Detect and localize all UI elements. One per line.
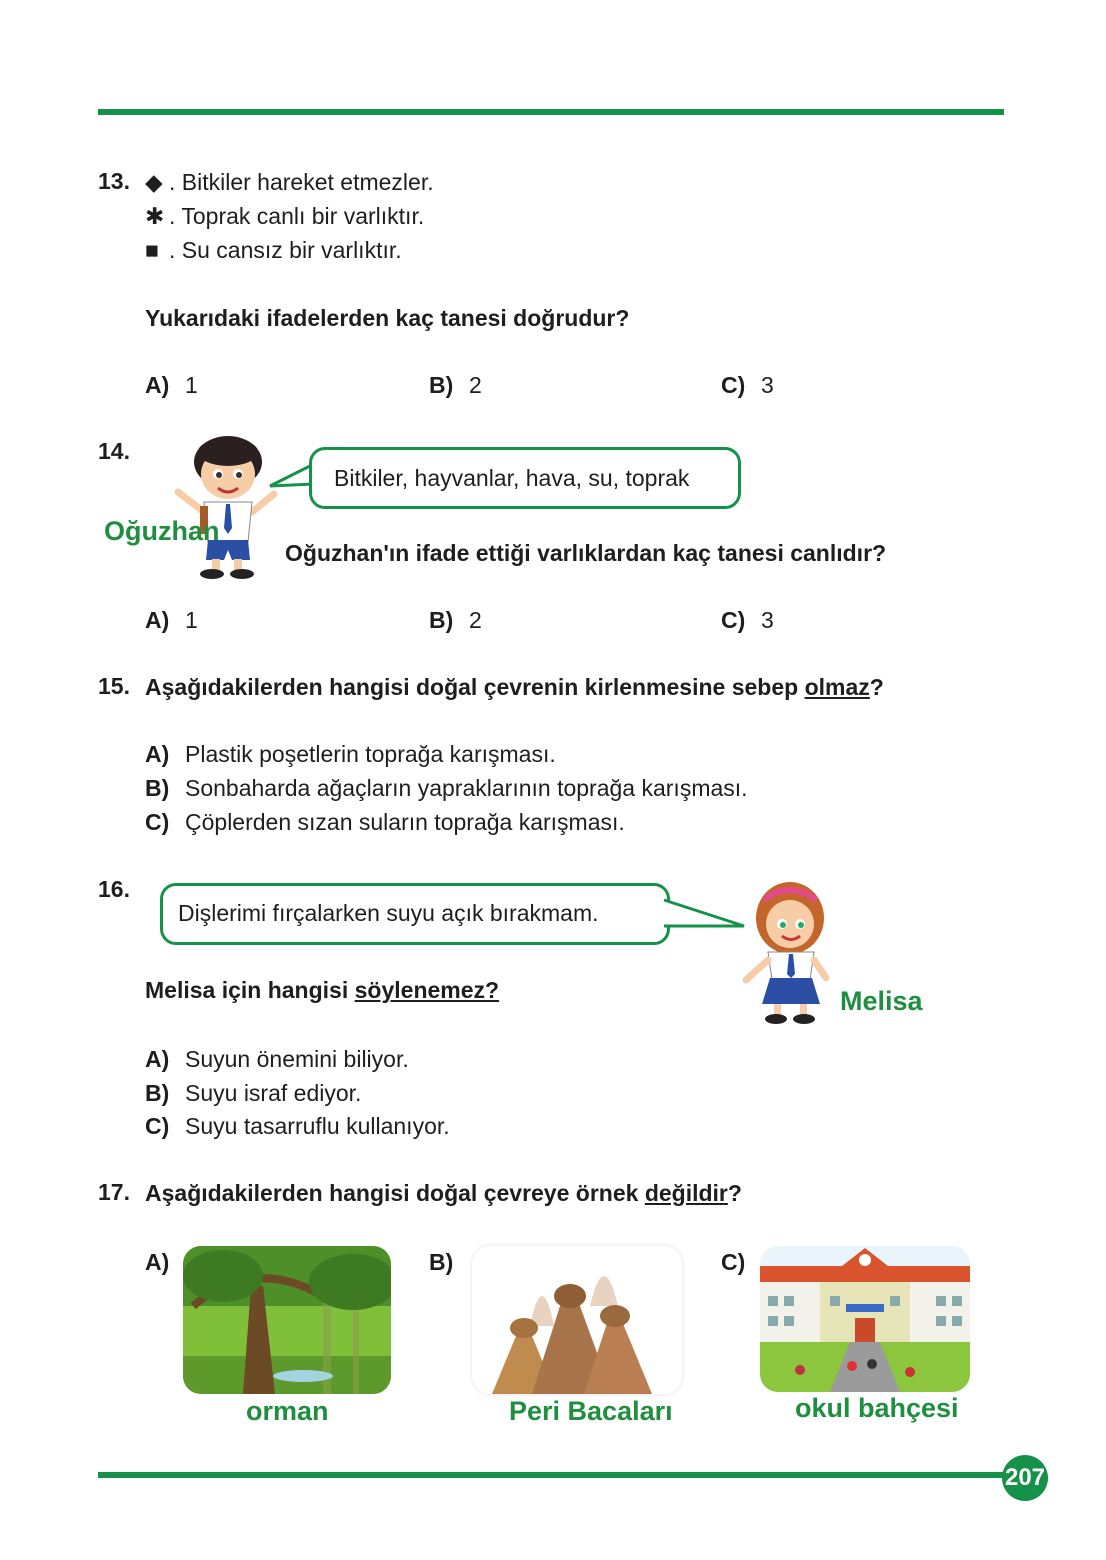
q16-underlined-word: söylenemez? <box>354 977 500 1003</box>
q17-option-a-caption: orman <box>246 1396 329 1426</box>
q14-number: 14. <box>98 438 130 464</box>
q14-option-b[interactable]: B) 2 <box>429 607 482 633</box>
q16-option-a[interactable]: A) Suyun önemini biliyor. <box>145 1046 409 1072</box>
q15-option-b[interactable]: B) Sonbaharda ağaçların yapraklarının toprağa karışması. <box>145 775 748 801</box>
q16-option-c[interactable]: C) Suyu tasarruflu kullanıyor. <box>145 1113 450 1139</box>
q13-statement-2: ✱ . Toprak canlı bir varlıktır. <box>145 199 424 233</box>
q14-question: Oğuzhan'ın ifade ettiği varlıklardan kaç tanesi canlıdır? <box>285 540 887 566</box>
q14-option-a[interactable]: A) 1 <box>145 607 198 633</box>
q17-option-b-caption: Peri Bacaları <box>509 1396 673 1426</box>
q17-option-b-letter[interactable]: B) <box>429 1249 454 1275</box>
q15-number: 15. <box>98 673 130 699</box>
q13-question: Yukarıdaki ifadelerden kaç tanesi doğrudur? <box>145 305 630 331</box>
q15-question: Aşağıdakilerden hangisi doğal çevrenin kirlenmesine sebep olmaz? <box>145 674 884 700</box>
q17-number: 17. <box>98 1179 130 1205</box>
q13-number: 13. <box>98 168 130 194</box>
speaker-label-oguzhan: Oğuzhan <box>104 516 220 546</box>
q15-option-c[interactable]: C) Çöplerden sızan suların toprağa karışması. <box>145 809 625 835</box>
q13-option-b[interactable]: B) 2 <box>429 372 482 398</box>
q15-underlined-word: olmaz <box>804 674 870 700</box>
q16-speech-bubble <box>160 883 670 945</box>
fairy-chimneys-image[interactable] <box>472 1246 682 1394</box>
q16-speech-text: Dişlerimi fırçalarken suyu açık bırakmam. <box>178 900 599 926</box>
q15-option-a[interactable]: A) Plastik poşetlerin toprağa karışması. <box>145 741 556 767</box>
q17-underlined-word: değildir <box>644 1180 728 1206</box>
q17-option-a-letter[interactable]: A) <box>145 1249 170 1275</box>
forest-image[interactable] <box>183 1246 391 1394</box>
q13-option-a[interactable]: A) 1 <box>145 372 198 398</box>
diamond-icon: ◆ <box>145 169 163 195</box>
q17-question: Aşağıdakilerden hangisi doğal çevreye örnek değildir? <box>145 1180 742 1206</box>
q16-question: Melisa için hangisi söylenemez? <box>145 977 500 1003</box>
bottom-rule <box>98 1472 1008 1478</box>
speech-tail-q16 <box>662 896 746 932</box>
school-yard-picture <box>760 1246 970 1392</box>
q14-speech-bubble <box>309 447 741 509</box>
q14-speech-text: Bitkiler, hayvanlar, hava, su, toprak <box>334 465 690 491</box>
square-icon: ■ <box>145 237 159 263</box>
boy-illustration <box>170 432 280 582</box>
school-yard-image[interactable] <box>760 1246 970 1392</box>
top-rule <box>98 109 1004 115</box>
forest-picture <box>183 1246 391 1394</box>
q17-option-c-letter[interactable]: C) <box>721 1249 746 1275</box>
fairy-chimneys-picture <box>472 1246 682 1394</box>
q13-statement-1: ◆ . Bitkiler hareket etmezler. <box>145 165 434 199</box>
q13-option-c[interactable]: C) 3 <box>721 372 774 398</box>
page-number-badge: 207 <box>1002 1455 1048 1501</box>
girl-illustration <box>740 880 836 1026</box>
q17-option-c-caption: okul bahçesi <box>795 1393 959 1423</box>
q14-option-c[interactable]: C) 3 <box>721 607 774 633</box>
asterisk-icon: ✱ <box>145 203 165 229</box>
speaker-label-melisa: Melisa <box>840 986 923 1016</box>
q16-number: 16. <box>98 876 130 902</box>
q13-statement-3: ■ . Su cansız bir varlıktır. <box>145 233 402 267</box>
q16-option-b[interactable]: B) Suyu israf ediyor. <box>145 1080 362 1106</box>
